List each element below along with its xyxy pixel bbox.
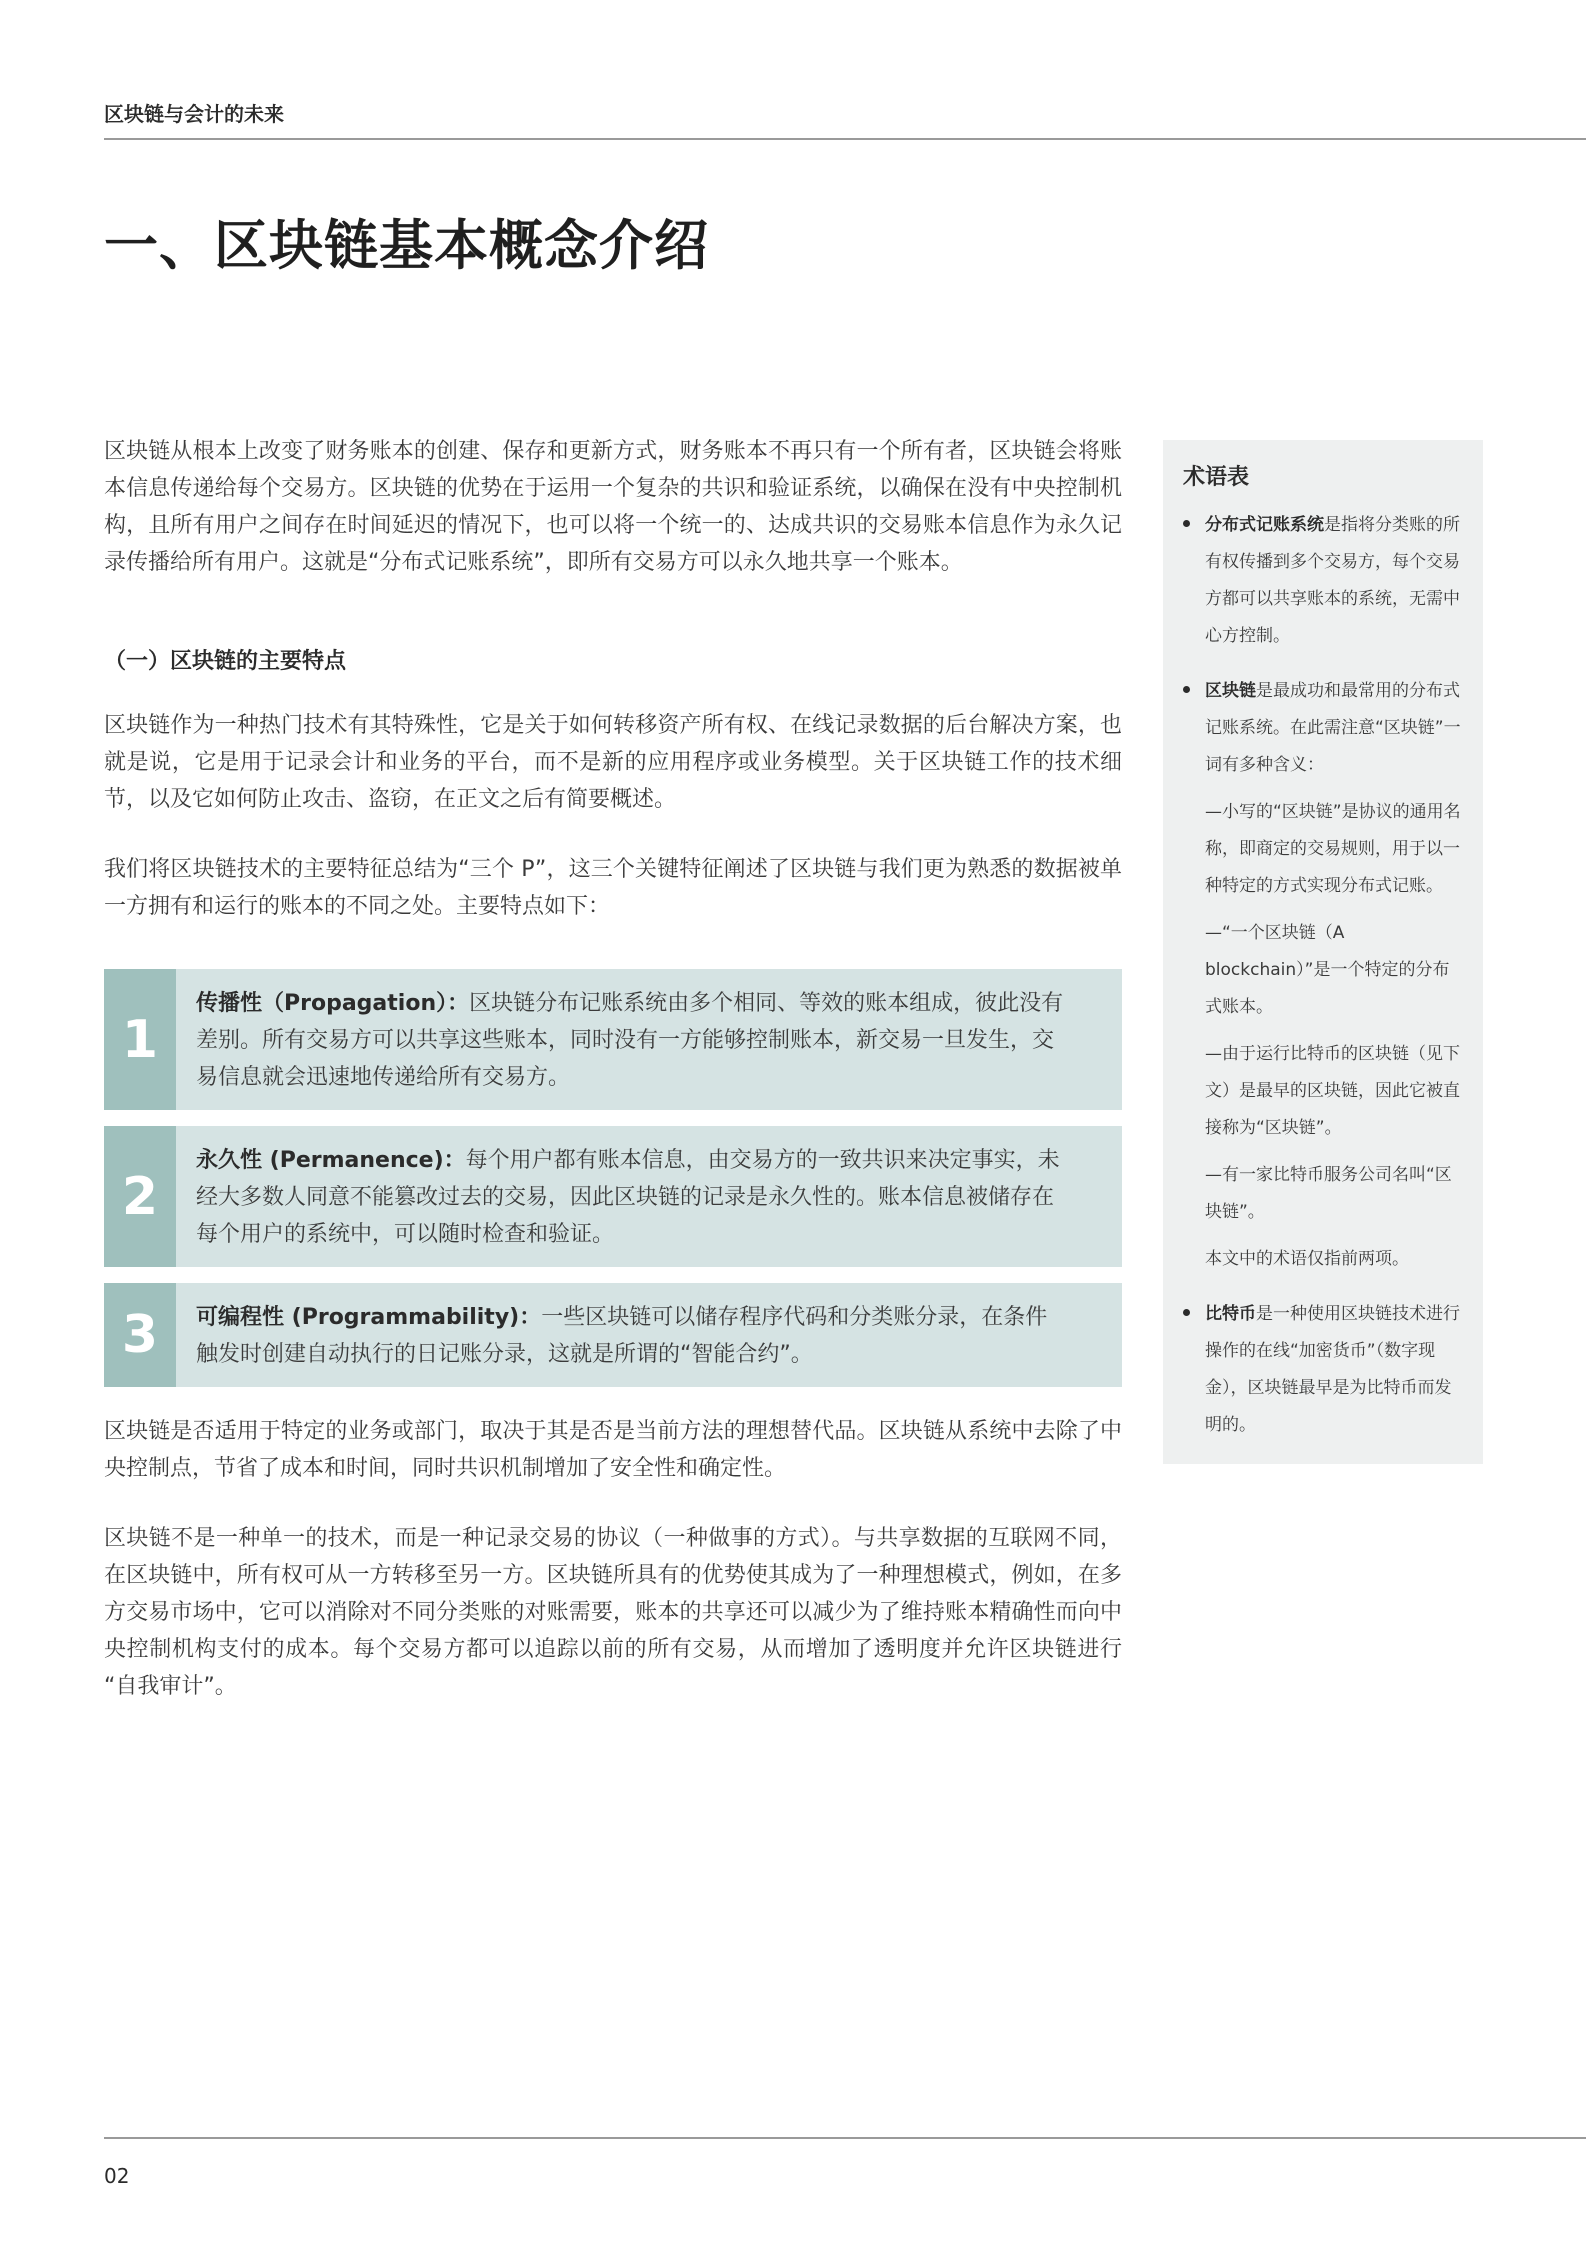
page-number: 02 <box>104 2164 130 2188</box>
glossary-term: 区块链 <box>1205 681 1256 701</box>
section-heading: （一）区块链的主要特点 <box>104 649 347 674</box>
feature-card-propagation <box>104 969 1122 1110</box>
glossary-title: 术语表 <box>1183 465 1250 490</box>
glossary-item <box>1183 673 1463 1278</box>
intro-paragraph: 区块链从根本上改变了财务账本的创建、保存和更新方式，财务账本不再只有一个所有者，区块链会将账本信息传递给每个交易方。区块链的优势在于运用一个复杂的共识和验证系统，以确保在没有中央控制机构，且所有用户之间存在时间延迟的情况下，也可以将一个统一的、达成共识的交易账本信息作为永久记录传播给所有用户。这就是“分布式记账系统”，即所有交易方可以永久地共享一个账本。 <box>104 439 1122 575</box>
section-paragraph-1: 区块链作为一种热门技术有其特殊性，它是关于如何转移资产所有权、在线记录数据的后台解决方案，也就是说，它是用于记录会计和业务的平台，而不是新的应用程序或业务模型。关于区块链工作的技术细节，以及它如何防止攻击、盗窃，在正文之后有简要概述。 <box>104 713 1122 812</box>
glossary-definition: 是最成功和最常用的分布式记账系统。在此需注意“区块链”一词有多种含义： <box>1205 681 1461 775</box>
section-paragraph-4: 区块链不是一种单一的技术，而是一种记录交易的协议（一种做事的方式）。与共享数据的互联网不同，在区块链中，所有权可从一方转移至另一方。区块链所具有的优势使其成为了一种理想模式，例如，在多方交易市场中，它可以消除对不同分类账的对账需要，账本的共享还可以减少为了维持账本精确性而向中央控制机构支付的成本。每个交易方都可以追踪以前的所有交易，从而增加了透明度并允许区块链进行 “自我审计”。 <box>104 1526 1122 1699</box>
glossary-sidebar <box>1163 440 1483 1464</box>
glossary-definition: 是指将分类账的所有权传播到多个交易方，每个交易方都可以共享账本的系统，无需中心方控制。 <box>1205 515 1460 646</box>
bullet-icon <box>1183 520 1190 527</box>
glossary-item <box>1183 1296 1463 1444</box>
bullet-icon <box>1183 1309 1190 1316</box>
feature-term: 永久性 (Permanence)： <box>196 1148 466 1173</box>
header-divider <box>104 138 1586 140</box>
bullet-icon <box>1183 686 1190 693</box>
glossary-item <box>1183 507 1463 655</box>
glossary-subnote: —有一家比特币服务公司名叫“区块链”。 <box>1205 1165 1452 1222</box>
feature-number: 3 <box>104 1283 176 1387</box>
running-header: 区块链与会计的未来 <box>104 102 284 126</box>
feature-description <box>176 1283 1122 1387</box>
feature-text: 一些区块链可以储存程序代码和分类账分录，在条件触发时创建自动执行的日记账分录，这就是所谓的“智能合约”。 <box>196 1305 1048 1367</box>
section-paragraph-2: 我们将区块链技术的主要特征总结为“三个 P”，这三个关键特征阐述了区块链与我们更为熟悉的数据被单一方拥有和运行的账本的不同之处。主要特点如下： <box>104 857 1122 919</box>
page-title: 一、区块链基本概念介绍 <box>104 214 709 277</box>
feature-description <box>176 969 1122 1110</box>
feature-list <box>104 969 1122 1387</box>
feature-number: 1 <box>104 969 176 1110</box>
glossary-subnote: —小写的“区块链”是协议的通用名称，即商定的交易规则，用于以一种特定的方式实现分布式记账。 <box>1205 802 1461 896</box>
feature-text: 区块链分布记账系统由多个相同、等效的账本组成，彼此没有差别。所有交易方可以共享这些账本，同时没有一方能够控制账本，新交易一旦发生，交易信息就会迅速地传递给所有交易方。 <box>196 991 1064 1090</box>
feature-text: 每个用户都有账本信息，由交易方的一致共识来决定事实，未经大多数人同意不能篡改过去的交易，因此区块链的记录是永久性的。账本信息被储存在每个用户的系统中，可以随时检查和验证。 <box>196 1148 1060 1247</box>
main-column <box>104 433 1122 1705</box>
feature-description <box>176 1126 1122 1267</box>
feature-number: 2 <box>104 1126 176 1267</box>
glossary-subnote: —由于运行比特币的区块链（见下文）是最早的区块链，因此它被直接称为“区块链”。 <box>1205 1044 1460 1138</box>
footer-divider <box>104 2137 1586 2139</box>
feature-card-permanence <box>104 1126 1122 1267</box>
glossary-term: 分布式记账系统 <box>1205 515 1324 535</box>
glossary-term: 比特币 <box>1205 1304 1256 1324</box>
section-paragraph-3: 区块链是否适用于特定的业务或部门，取决于其是否是当前方法的理想替代品。区块链从系统中去除了中央控制点，节省了成本和时间，同时共识机制增加了安全性和确定性。 <box>104 1419 1122 1481</box>
glossary-subnote: —“一个区块链（A blockchain）”是一个特定的分布式账本。 <box>1205 923 1450 1017</box>
feature-term: 传播性（Propagation）： <box>196 991 470 1016</box>
feature-term: 可编程性 (Programmability)： <box>196 1305 542 1330</box>
glossary-definition: 是一种使用区块链技术进行操作的在线“加密货币”（数字现金），区块链最早是为比特币而发明的。 <box>1205 1304 1460 1435</box>
glossary-subnote: 本文中的术语仅指前两项。 <box>1205 1249 1409 1269</box>
feature-card-programmability <box>104 1283 1122 1387</box>
